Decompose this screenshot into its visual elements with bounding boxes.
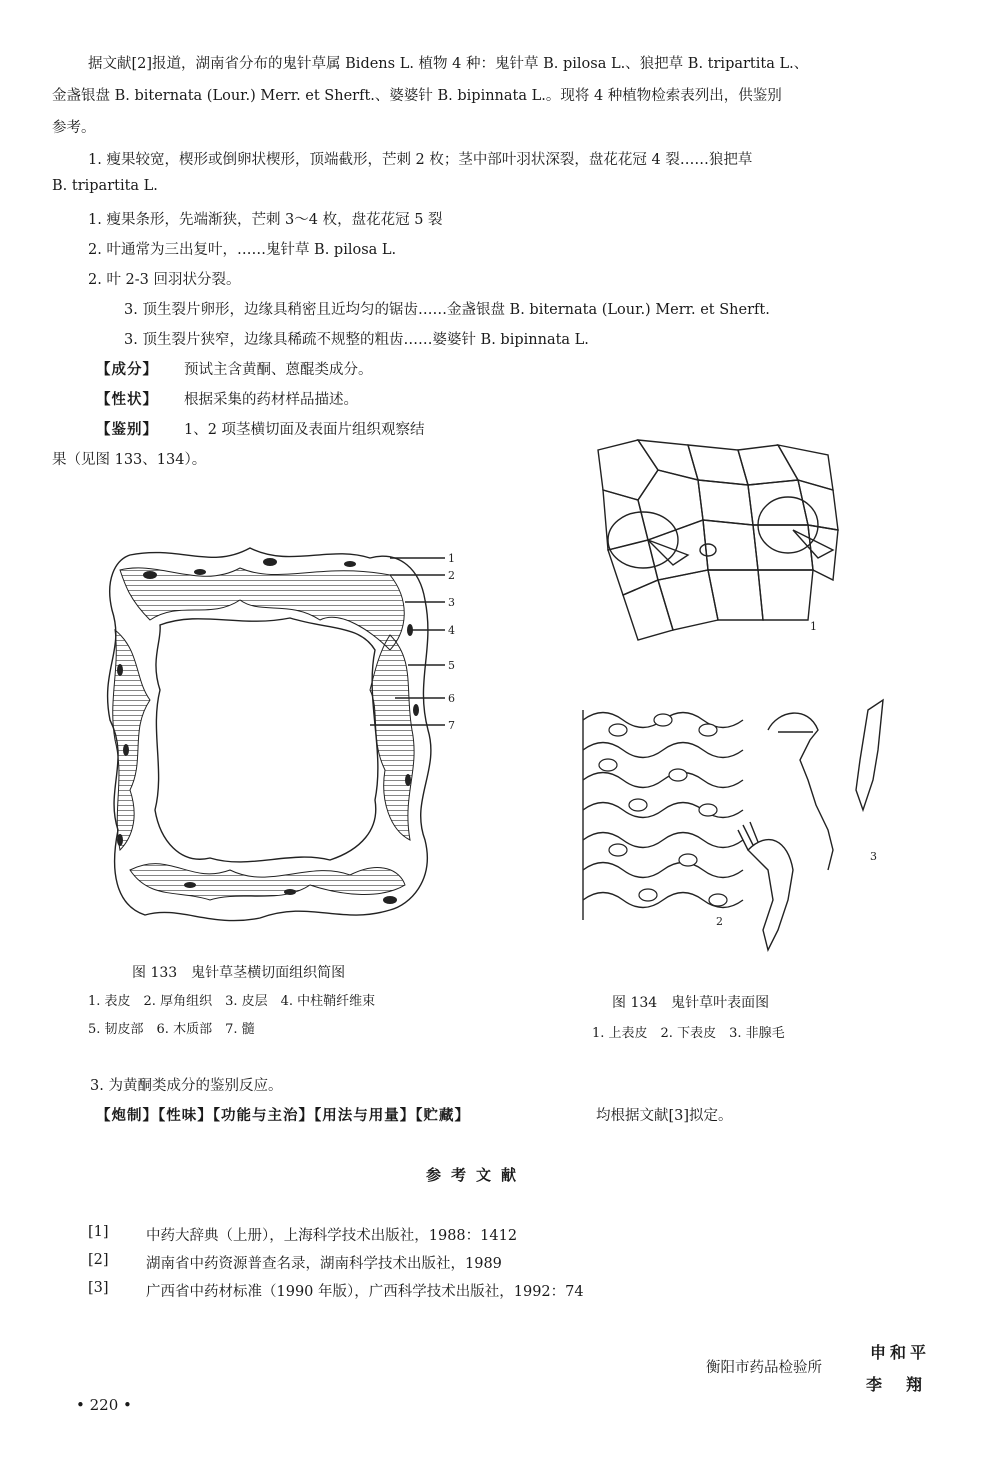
fig133-label-2: 2 <box>448 569 455 582</box>
section-item-3: 3. 为黄酮类成分的鉴别反应。 <box>90 1078 283 1094</box>
reference-text: 湖南省中药资源普查名录，湖南科学技术出版社，1989 <box>146 1256 502 1272</box>
fig133-label-7: 7 <box>448 719 455 732</box>
reference-number: [3] <box>88 1280 109 1296</box>
fig134-label-3: 3 <box>870 850 877 863</box>
key-1a-cont: B. tripartita L. <box>52 178 158 194</box>
section-head-xingzhuang: 【性状】 <box>96 392 158 408</box>
section-head-jianbie: 【鉴别】 <box>96 422 158 438</box>
references-title: 参考文献 <box>426 1166 527 1184</box>
fig133-legend-2: 5. 韧皮部 6. 木质部 7. 髓 <box>88 1022 255 1037</box>
intro-line-3: 参考。 <box>52 120 96 136</box>
fig133-legend-1: 1. 表皮 2. 厚角组织 3. 皮层 4. 中柱鞘纤维束 <box>88 994 376 1009</box>
key-2b: 2. 叶 2-3 回羽状分裂。 <box>88 272 241 288</box>
key-3b: 3. 顶生裂片狭窄，边缘具稀疏不规整的粗齿……婆婆针 B. bipinnata L. <box>124 332 589 348</box>
section-final-heads: 【炮制】【性味】【功能与主治】【用法与用量】【贮藏】 <box>96 1108 470 1124</box>
fig133-label-1: 1 <box>448 552 455 565</box>
key-3a: 3. 顶生裂片卵形，边缘具稍密且近均匀的锯齿……金盏银盘 B. biternata (Lour.) Merr. et Sherft. <box>124 302 770 318</box>
fig134-label-2: 2 <box>716 915 723 928</box>
reference-text: 中药大辞典（上册），上海科学技术出版社，1988：1412 <box>146 1228 518 1244</box>
key-1b: 1. 瘦果条形，先端渐狭，芒刺 3～4 枚，盘花花冠 5 裂 <box>88 212 443 228</box>
footer-author-2: 李 翔 <box>866 1375 927 1394</box>
section-text-chengfen: 预试主含黄酮、蒽醌类成分。 <box>184 362 373 378</box>
fig134-legend: 1. 上表皮 2. 下表皮 3. 非腺毛 <box>592 1026 785 1041</box>
section-final-text: 均根据文献[3]拟定。 <box>596 1108 733 1124</box>
key-1a: 1. 瘦果较宽，楔形或倒卵状楔形，顶端截形，芒刺 2 枚；茎中部叶羽状深裂，盘花花冠 4 裂……狼把草 <box>88 152 753 168</box>
fig133-label-5: 5 <box>448 659 455 672</box>
fig134-title: 图 134 鬼针草叶表面图 <box>612 995 770 1011</box>
fig134-label-1: 1 <box>810 620 817 633</box>
section-text-jianbie: 1、2 项茎横切面及表面片组织观察结 <box>184 422 425 438</box>
fig133-label-6: 6 <box>448 692 455 705</box>
key-2a: 2. 叶通常为三出复叶，……鬼针草 B. pilosa L. <box>88 242 397 258</box>
fig133-title: 图 133 鬼针草茎横切面组织简图 <box>132 965 346 981</box>
intro-line-2: 金盏银盘 B. biternata (Lour.) Merr. et Sherft.、婆婆针 B. bipinnata L.。现将 4 种植物检索表列出，供鉴别 <box>52 88 782 104</box>
section-head-chengfen: 【成分】 <box>96 362 158 378</box>
intro-line-1: 据文献[2]报道，湖南省分布的鬼针草属 Bidens L. 植物 4 种：鬼针草 B. pilosa L.、狼把草 B. tripartita L.、 <box>88 56 809 72</box>
reference-text: 广西省中药材标准（1990 年版），广西科学技术出版社，1992：74 <box>146 1284 584 1300</box>
footer-author-1: 申和平 <box>870 1343 931 1362</box>
page-number: • 220 • <box>76 1396 132 1414</box>
figure-133-stem-cross-section <box>90 540 470 930</box>
fig133-label-4: 4 <box>448 624 455 637</box>
section-text-jianbie-2: 果（见图 133、134）。 <box>52 452 207 468</box>
reference-number: [2] <box>88 1252 109 1268</box>
reference-number: [1] <box>88 1224 109 1240</box>
figure-134-leaf-surface <box>578 430 918 970</box>
footer-institution: 衡阳市药品检验所 <box>706 1360 822 1376</box>
section-text-xingzhuang: 根据采集的药材样品描述。 <box>184 392 358 408</box>
fig133-label-3: 3 <box>448 596 455 609</box>
